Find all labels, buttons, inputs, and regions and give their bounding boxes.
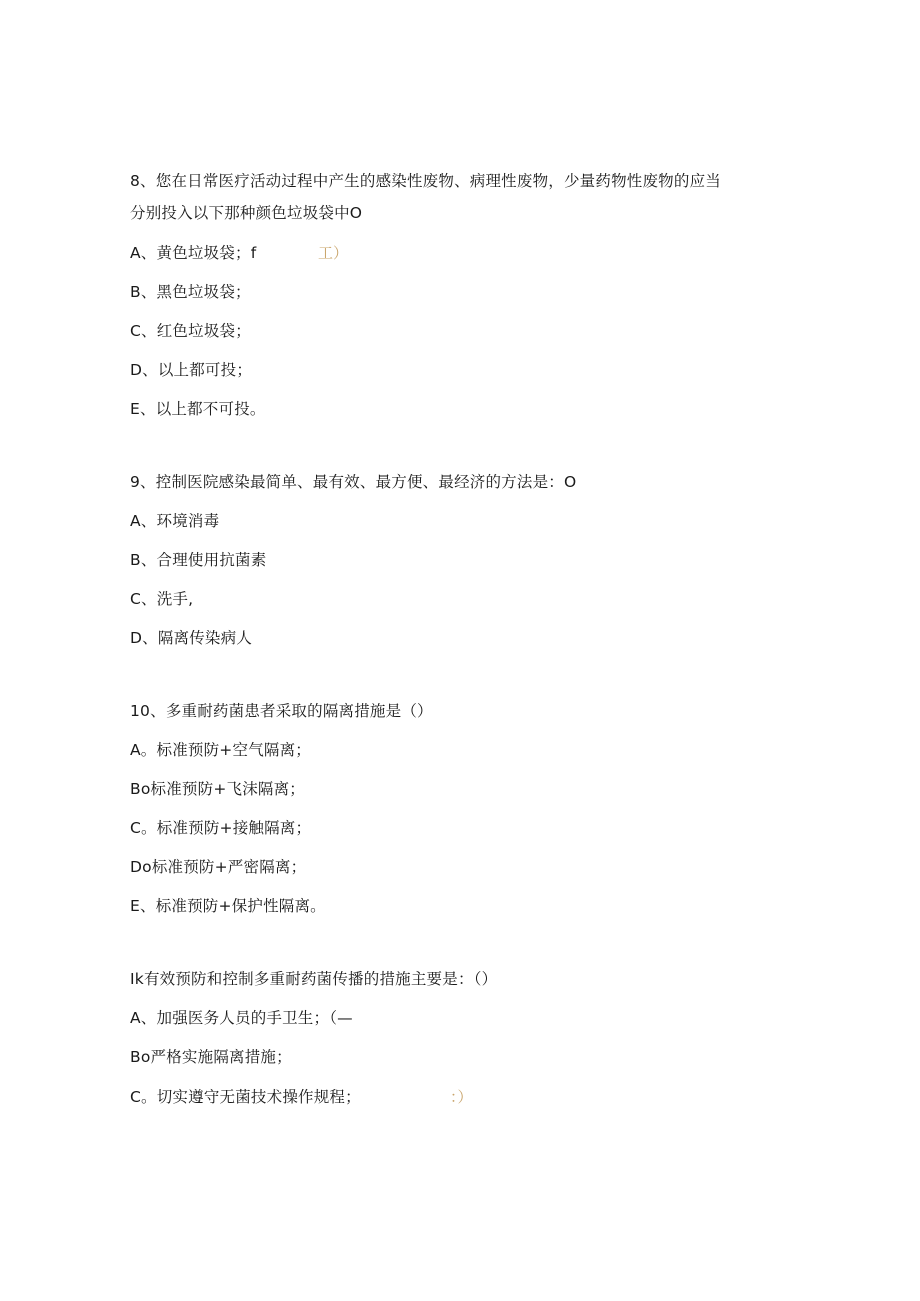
question-11-option-a: A、加强医务人员的手卫生；（— <box>130 1009 353 1027</box>
question-10-option-a: A。标准预防+空气隔离； <box>130 741 311 759</box>
question-9-stem: 9、控制医院感染最简单、最有效、最方便、最经济的方法是：O <box>130 473 577 491</box>
question-11-option-b: Bo严格实施隔离措施； <box>130 1048 292 1066</box>
question-8-option-d: D、以上都可投； <box>130 361 253 379</box>
question-8-stem-line-2: 分别投入以下那种颜色垃圾袋中O <box>130 204 363 222</box>
question-8-stem-line-1: 8、您在日常医疗活动过程中产生的感染性废物、病理性废物，少量药物性废物的应当 <box>130 172 721 190</box>
handwritten-mark: ：） <box>450 1088 473 1106</box>
question-9-option-c: C、洗手, <box>130 590 194 608</box>
question-10-option-b: Bo标准预防+飞沫隔离； <box>130 780 306 798</box>
question-8-option-c: C、红色垃圾袋； <box>130 322 251 340</box>
question-11-stem: Ik有效预防和控制多重耐药菌传播的措施主要是：（） <box>130 970 498 988</box>
question-9-option-d: D、隔离传染病人 <box>130 629 253 647</box>
question-9-option-a: A、环境消毒 <box>130 512 220 530</box>
question-11-option-c: C。切实遵守无菌技术操作规程； <box>130 1088 361 1106</box>
question-10-option-c: C。标准预防+接触隔离； <box>130 819 312 837</box>
handwritten-mark: 工） <box>318 244 349 262</box>
question-10-option-d: Do标准预防+严密隔离； <box>130 858 307 876</box>
question-8-option-e: E、以上都不可投。 <box>130 400 266 418</box>
question-10-stem: 10、多重耐药菌患者采取的隔离措施是（） <box>130 702 433 720</box>
question-8-option-b: B、黑色垃圾袋； <box>130 283 251 301</box>
question-9-option-b: B、合理使用抗菌素 <box>130 551 267 569</box>
question-8-option-a: A、黄色垃圾袋；f <box>130 244 257 262</box>
question-10-option-e: E、标准预防+保护性隔离。 <box>130 897 326 915</box>
